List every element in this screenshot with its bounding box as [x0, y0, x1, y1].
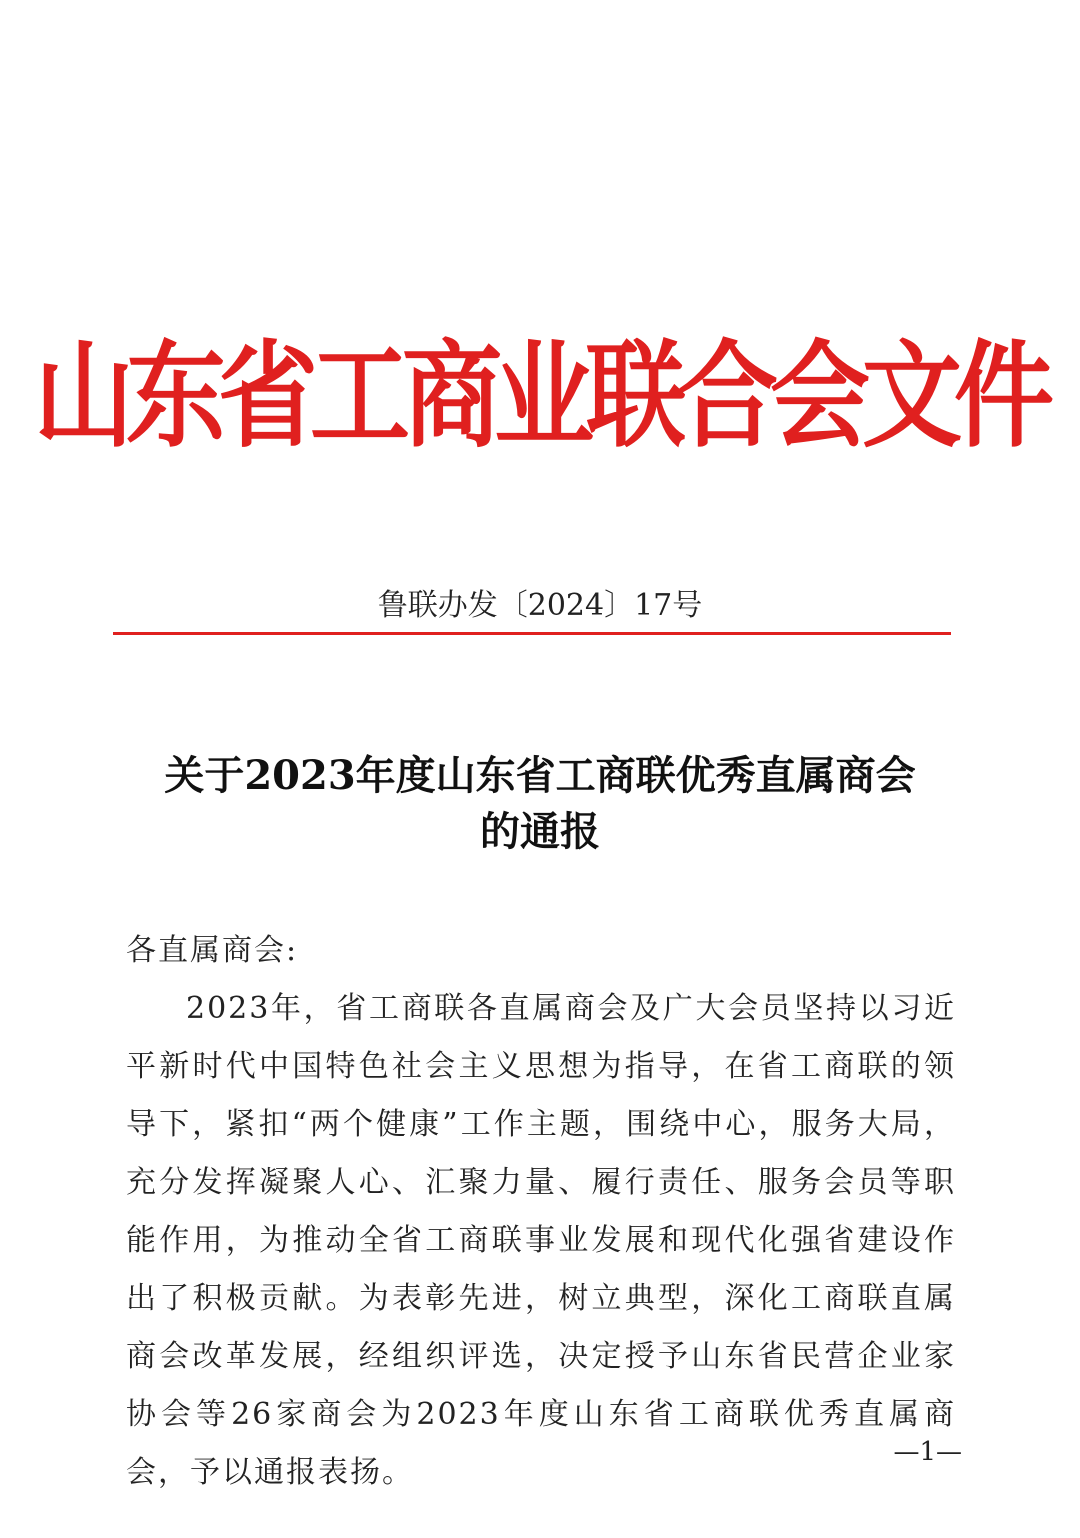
title-line-1: 关于2023年度山东省工商联优秀直属商会 — [164, 752, 916, 799]
body-paragraph: 2023年，省工商联各直属商会及广大会员坚持以习近平新时代中国特色社会主义思想为指导，在省工商联的领导下，紧扣“两个健康”工作主题，围绕中心，服务大局，充分发挥凝聚人心、汇聚力量、履行责任、服务会员等职能作用，为推动全省工商联事业发展和现代化强省建设作出了积极贡献。为表彰先进，树立典型，深化工商联直属商会改革发展，经组织评选，决定授予山东省民营企业家协会等26家商会为2023年度山东省工商联优秀直属商会，予以通报表扬。 — [126, 991, 956, 1490]
red-divider-line — [113, 632, 951, 635]
salutation: 各直属商会: — [126, 933, 299, 968]
title-line-2: 的通报 — [480, 808, 600, 855]
document-masthead: 山东省工商业联合会文件 — [34, 327, 1046, 463]
page-number: —1— — [893, 1437, 962, 1467]
document-title — [80, 748, 1000, 860]
document-number: 鲁联办发〔2024〕17号 — [377, 588, 703, 623]
document-body — [126, 922, 956, 1502]
